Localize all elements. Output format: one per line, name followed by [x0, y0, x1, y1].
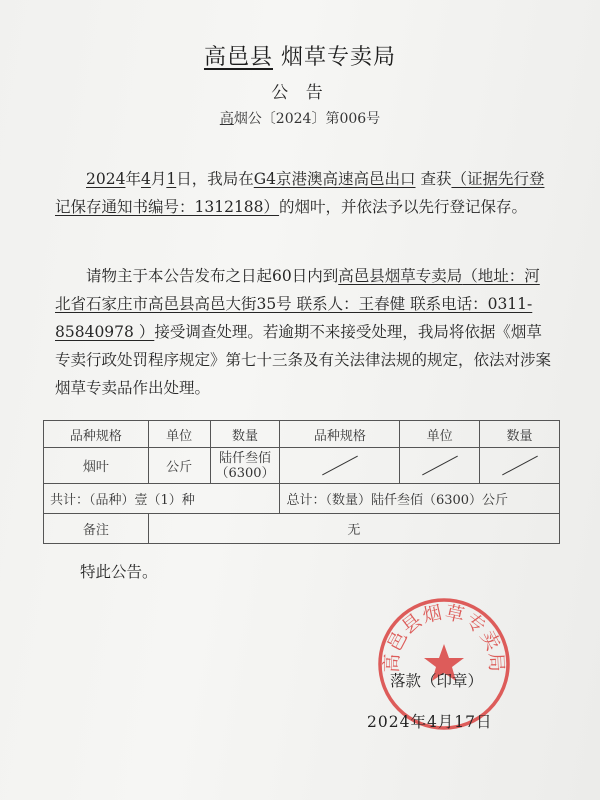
issue-date: 2024年4月17日: [367, 713, 493, 731]
empty-cell: [400, 448, 480, 484]
seizure-month: 4: [140, 170, 151, 188]
table-row: [44, 448, 560, 484]
item-quantity: [210, 448, 280, 484]
empty-cell: [480, 448, 560, 484]
org-name-part2: 烟草专卖局: [281, 45, 397, 70]
signature-line: 落款（印章）: [390, 672, 484, 690]
document-number: [0, 108, 600, 128]
remark-label: 备注: [44, 514, 149, 544]
item-name: 烟叶: [44, 448, 149, 484]
blank-slash: [502, 456, 538, 476]
seizure-location: G4京港澳高速高邑出口: [253, 170, 416, 188]
quantity-number: （6300）: [215, 465, 275, 481]
total-quantity: 总计：（数量）陆仟叁佰（6300）公斤: [280, 484, 560, 514]
day-suffix: 日，我局在: [176, 170, 254, 188]
seizure-year: 2024: [86, 170, 126, 188]
seized-goods-table: [43, 420, 560, 544]
seized-goods-text: 的烟叶，并依法予以先行登记保存。: [279, 198, 528, 216]
paragraph-seizure: [55, 165, 555, 221]
header-cell: 单位: [400, 421, 480, 448]
header-cell: 品种规格: [280, 421, 400, 448]
month-suffix: 月: [150, 170, 167, 188]
item-unit: 公斤: [148, 448, 210, 484]
paragraph-claim: [55, 262, 555, 402]
header-cell: 数量: [210, 421, 280, 448]
doc-no-rest: 烟公〔2024〕第006号: [233, 111, 381, 127]
issuing-organization: [0, 40, 600, 71]
total-kinds: 共计：（品种）壹（1）种: [44, 484, 280, 514]
seizure-action: 查获: [420, 170, 452, 188]
claim-rest: 接受调查处理。若逾期不来接受处理，我局将依据《烟草专卖行政处罚程序规定》第七十三条及有关法律法规的规定，依法对涉案烟草专卖品作出处理。: [55, 323, 552, 397]
remark-value: 无: [148, 514, 559, 544]
claim-intro: 请物主于本公告发布之日起60日内到: [86, 267, 339, 285]
seizure-day: 1: [166, 170, 177, 188]
table-header-row: [44, 421, 560, 448]
quantity-chinese: 陆仟叁佰: [218, 450, 271, 466]
header-cell: 单位: [148, 421, 210, 448]
notice-title: 公 告: [271, 83, 329, 103]
remark-row: [44, 514, 560, 544]
empty-cell: [280, 448, 400, 484]
blank-slash: [422, 456, 458, 476]
header-cell: 数量: [480, 421, 560, 448]
office-address: （地址：河北省石家庄市高邑县高邑大街35号 联系人：王春健 联系电话：0311-85840978 ）: [55, 267, 540, 341]
closing-text: 特此公告。: [80, 563, 158, 581]
doc-no-prefix: 高: [219, 111, 234, 127]
totals-row: [44, 484, 560, 514]
header-cell: 品种规格: [44, 421, 149, 448]
blank-slash: [322, 456, 358, 476]
certificate-number: （证据先行登记保存通知书编号：1312188）: [55, 170, 545, 216]
claim-office: 高邑县烟草专卖局: [338, 267, 463, 285]
seal-text: 高邑县烟草专卖局: [380, 601, 508, 674]
year-suffix: 年: [125, 170, 141, 188]
org-name-part1: 高邑县: [203, 45, 273, 70]
